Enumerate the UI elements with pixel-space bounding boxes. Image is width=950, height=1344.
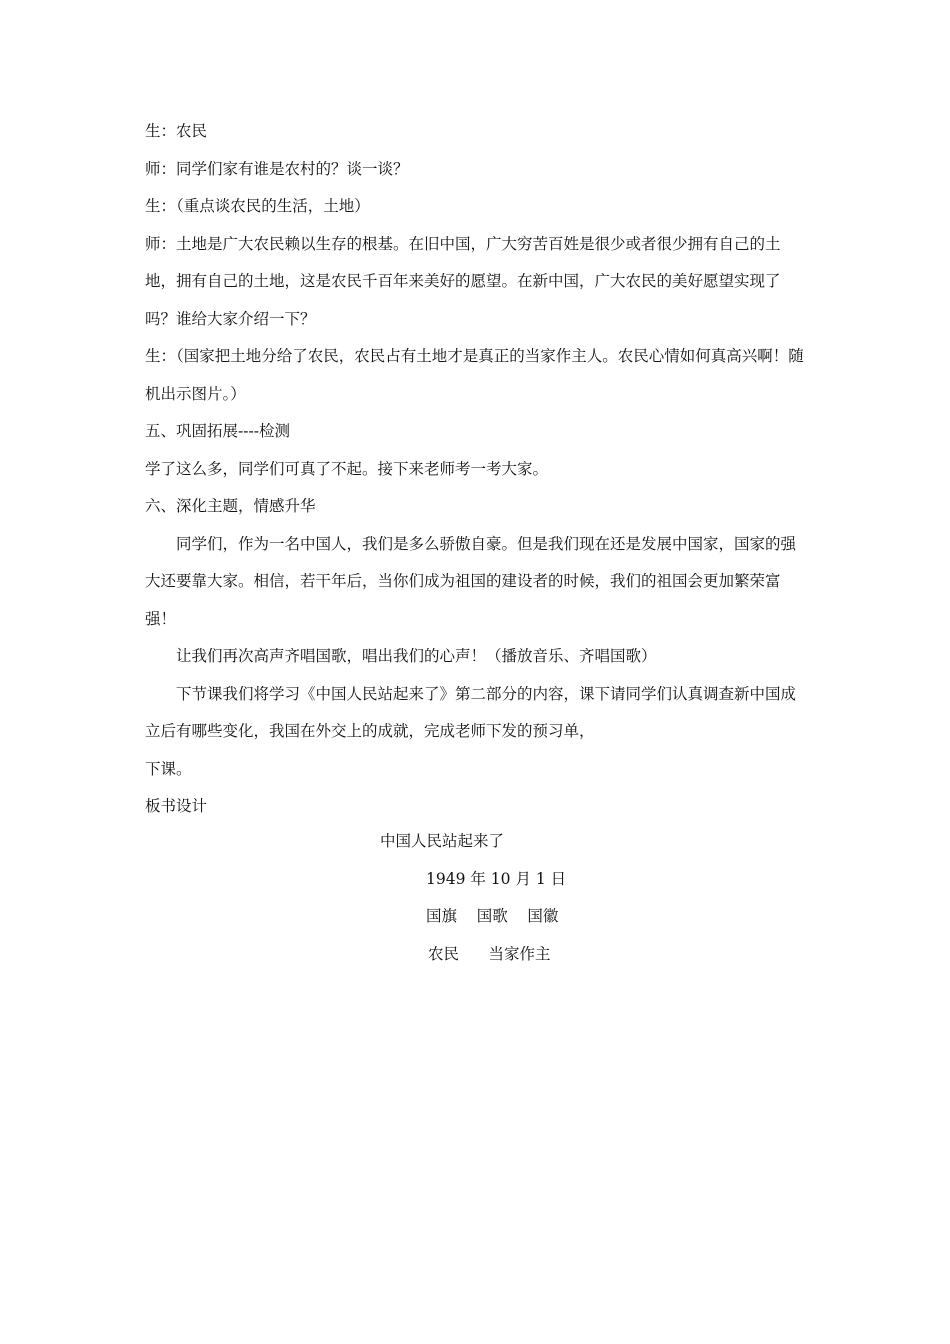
board-date: 1949 年 10 月 1 日 [426,869,567,888]
section-heading-five: 五、巩固拓展----检测 [145,422,290,440]
paragraph-teacher-land: 师：土地是广大农民赖以生存的根基。在旧中国，广大穷苦百姓是很少或者很少拥有自己的土地，拥有自己的土地，这是农民千百年来美好的愿望。在新中国，广大农民的美好愿望实现了吗？谁给大家介绍一下？ [145,234,781,328]
lesson-body [145,113,810,826]
paragraph-student-land: 生：（国家把土地分给了农民，农民占有土地才是真正的当家作主人。农民心情如何真高兴啊！随机出示图片。） [145,347,804,403]
section-heading-six: 六、深化主题，情感升华 [145,497,316,515]
board-title: 中国人民站起来了 [380,832,505,850]
paragraph-anthem: 让我们再次高声齐唱国歌，唱出我们的心声！（播放音乐、齐唱国歌） [176,647,657,665]
paragraph-teacher-question: 师：同学们家有谁是农村的？谈一谈？ [145,159,409,178]
paragraph-class-dismissed: 下课。 [145,759,192,778]
paragraph-pride: 同学们，作为一名中国人，我们是多么骄傲自豪。但是我们现在还是发展中国家，国家的强大还要靠大家。相信，若干年后，当你们成为祖国的建设者的时候，我们的祖国会更加繁荣富强！ [145,534,797,628]
blackboard-design [145,823,810,973]
board-farmers: 农民 当家作主 [428,944,551,963]
paragraph-student-answer: 生：农民 [145,122,208,140]
board-design-heading: 板书设计 [145,797,208,815]
paragraph-praise: 学了这么多，同学们可真了不起。接下来老师考一考大家。 [145,459,549,478]
paragraph-next-lesson: 下节课我们将学习《中国人民站起来了》第二部分的内容，课下请同学们认真调查新中国成立后有哪些变化，我国在外交上的成就，完成老师下发的预习单， [145,684,797,740]
paragraph-student-discussion: 生：（重点谈农民的生活，土地） [145,197,370,215]
board-symbols: 国旗 国歌 国徽 [426,907,559,925]
